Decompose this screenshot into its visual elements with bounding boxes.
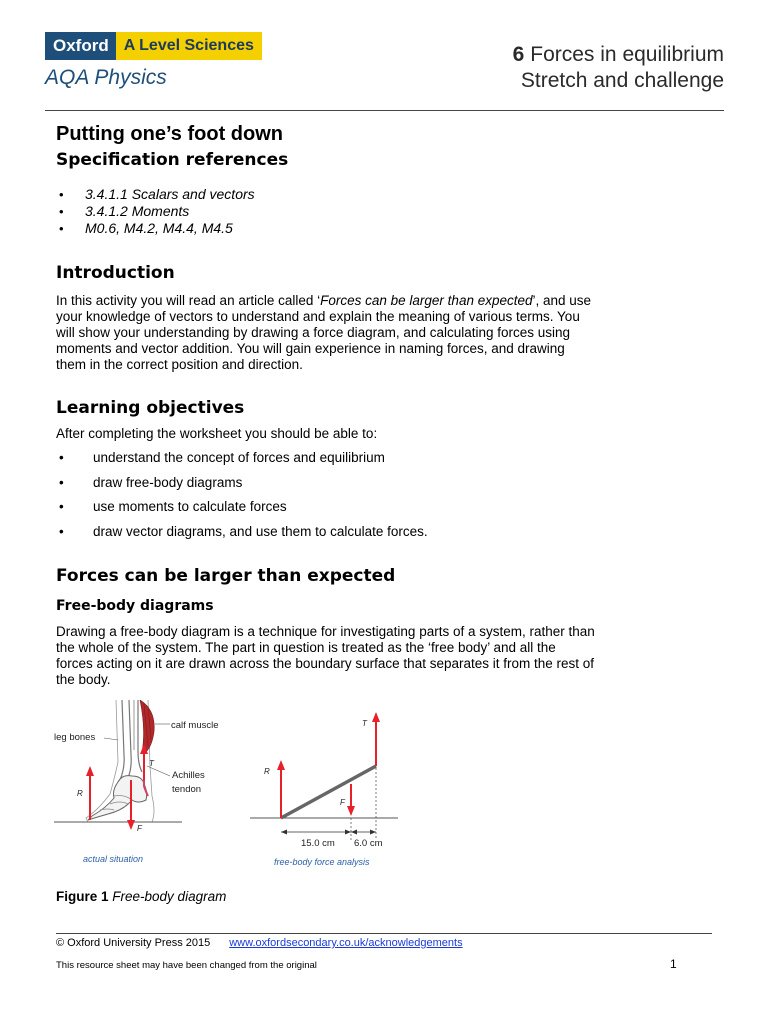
label-leader-leg <box>104 738 118 740</box>
list-item: • draw free-body diagrams <box>56 474 428 499</box>
label-T-right: T <box>362 719 367 728</box>
dimension-line <box>281 830 376 835</box>
footer-copyright-row <box>56 937 463 949</box>
free-body-figure <box>52 700 402 872</box>
dimension-15cm: 15.0 cm <box>301 838 335 849</box>
spec-heading: Specification references <box>56 150 289 170</box>
figure-label: Figure 1 <box>56 889 109 904</box>
section-paragraph: Drawing a free-body diagram is a technique for investigating parts of a system, rather than the whole of the system. The part in question is treated as the ‘free body’ and all the forces acting on it are drawn across the boundary surface that separates it from the rest of the body. <box>56 624 595 687</box>
force-arrow-F-right <box>347 784 355 816</box>
label-R-right: R <box>264 767 270 776</box>
header-divider <box>45 110 724 111</box>
figure-caption-text: Free-body diagram <box>112 889 227 904</box>
force-arrow-R-left <box>86 766 94 820</box>
oxford-brand-logo <box>45 32 262 60</box>
list-item: • 3.4.1.1 Scalars and vectors <box>56 186 255 203</box>
list-item: • 3.4.1.2 Moments <box>56 203 255 220</box>
objectives-heading: Learning objectives <box>56 398 245 418</box>
intro-text-before: In this activity you will read an article called ‘ <box>56 293 321 308</box>
label-tendon: tendon <box>172 784 202 795</box>
chapter-heading <box>513 42 724 94</box>
brand-oxford: Oxford <box>45 32 116 60</box>
list-item: • M0.6, M4.2, M4.4, M4.5 <box>56 220 255 237</box>
label-achilles: Achilles <box>172 770 205 781</box>
list-item: • understand the concept of forces and equilibrium <box>56 449 428 474</box>
chapter-subtitle: Stretch and challenge <box>520 69 724 92</box>
force-arrow-T-right <box>372 712 380 766</box>
figure-caption <box>56 889 226 904</box>
intro-text-after: ’, and use your knowledge of vectors to understand and explain the meaning of various terms. You will show your understanding by drawing a force diagram, and calculating forces using moments and vector addition. You will gain experience in naming forces, and drawing them in the correct position and direction. <box>56 293 592 372</box>
force-arrow-R-right <box>277 760 285 818</box>
section-subheading: Free-body diagrams <box>56 598 214 614</box>
label-leg-bones: leg bones <box>54 732 96 743</box>
caption-actual-situation: actual situation <box>83 854 144 864</box>
foot-bar <box>281 766 376 818</box>
footer-note: This resource sheet may have been changed from the original <box>56 960 317 971</box>
list-item: • draw vector diagrams, and use them to calculate forces. <box>56 523 428 548</box>
footer-divider <box>56 933 712 934</box>
spec-list <box>56 186 255 237</box>
objectives-list <box>56 449 428 547</box>
intro-paragraph <box>56 293 596 373</box>
label-T-left: T <box>149 759 154 768</box>
objectives-lead: After completing the worksheet you should be able to: <box>56 426 378 441</box>
article-title: Forces can be larger than expected <box>320 293 533 308</box>
page-number: 1 <box>670 957 677 971</box>
label-calf-muscle: calf muscle <box>171 720 219 731</box>
list-item: • use moments to calculate forces <box>56 498 428 523</box>
chapter-number: 6 <box>512 43 525 66</box>
subject-title: AQA Physics <box>45 66 167 89</box>
copyright-text: © Oxford University Press 2015 <box>56 937 211 949</box>
caption-free-body-analysis: free-body force analysis <box>274 857 370 867</box>
label-R-left: R <box>77 789 83 798</box>
chapter-title: Forces in equilibrium <box>530 43 724 66</box>
acknowledgements-link[interactable]: www.oxfordsecondary.co.uk/acknowledgements <box>229 937 463 949</box>
section-heading: Forces can be larger than expected <box>56 566 396 586</box>
page-title: Putting one’s foot down <box>56 123 283 145</box>
label-F-right: F <box>340 798 345 807</box>
brand-series: A Level Sciences <box>116 32 262 60</box>
dimension-6cm: 6.0 cm <box>354 838 383 849</box>
label-F-left: F <box>137 824 142 833</box>
intro-heading: Introduction <box>56 263 175 283</box>
